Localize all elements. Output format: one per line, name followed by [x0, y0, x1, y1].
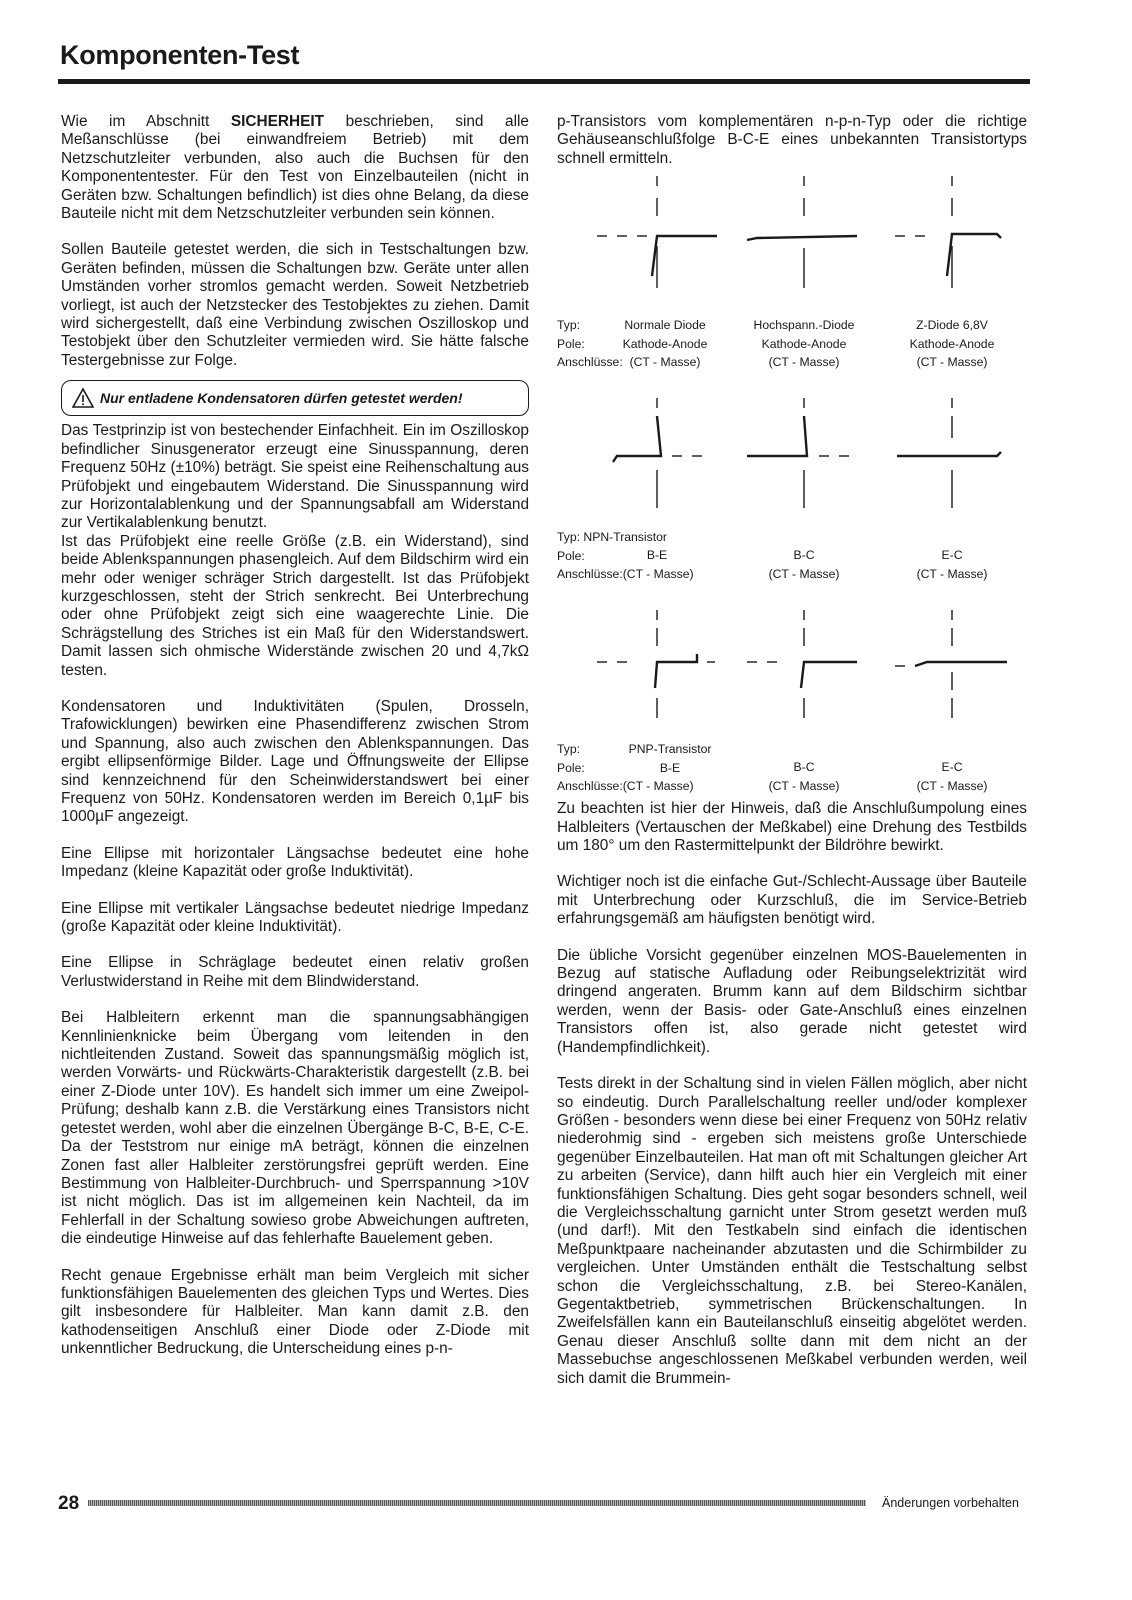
paragraph-semiconductors: Bei Halbleitern erkennt man die spannungsabhängigen Kennlinienknicke beim Übergang vom leitenden in den nichtleitenden Zustand. Soweit das spannungsmäßig möglich ist, werden Vorwärts- und Rückwärts-Charakteristik dargestellt (z.B. bei einer Z-Diode unter 10V). Es handelt sich immer um eine Zweipol-Prüfung; deshalb kann z.B. die Verstärkung eines Transistors nicht getestet werden, wohl aber die einzelnen Übergänge B-C, B-E, C-E. Da der Teststrom nur einige mA beträgt, können die einzelnen Zonen fast aller Halbleiter zerstörungsfrei geprüft werden. Eine Bestimmung von Halbleiter-Durchbruch- und Sperrspannung >10V ist nicht möglich. Das ist im allgemeinen kein Nachteil, da im Fehlerfall in der Schaltung sowieso grobe Abweichungen auftreten, die eindeutige Hinweise auf das fehlerhafte Bauelement geben. [61, 1009, 529, 1248]
paragraph-capacitors: Kondensatoren und Induktivitäten (Spulen, Drosseln, Trafowicklungen) bewirken eine Phasendifferenz zwischen Strom und Spannung, also auch zwischen den Ablenkspannungen. Das ergibt ellipsenförmige Bilder. Lage und Öffnungsweite der Ellipse sind kennzeichnend für den Scheinwiderstandswert bei einer Frequenz von 50Hz. Kondensatoren werden im Bereich 0,1µF bis 1000µF angezeigt. [61, 697, 529, 826]
npn-patterns-svg [557, 398, 1027, 528]
paragraph-safety-post: beschrieben, sind alle Meßanschlüsse (bei einwandfreiem Betrieb) mit dem Netzschutzleiter verbunden, also auch die Buchsen für den Komponententester. Für den Test von Einzelbauteilen (nicht in Geräten bzw. Schaltungen befindlich) ist dies ohne Belang, da diese Bauteile nicht mit dem Netzschutzleiter verbunden sein können. [61, 113, 529, 223]
diode-caption-z: Z-Diode 6,8V Kathode-Anode (CT - Masse) [909, 318, 995, 370]
paragraph-ellipse-vertical: Eine Ellipse mit vertikaler Längsachse bedeutet niedrige Impedanz (große Kapazität oder kleine Induktivität). [61, 899, 529, 936]
diode-caption-hv: Hochspann.-Diode Kathode-Anode (CT - Masse) [753, 318, 855, 370]
paragraph-safety-pre: Wie im Abschnitt [61, 113, 231, 130]
npn-caption-be: B-E [646, 548, 668, 563]
pnp-captions [557, 740, 1027, 798]
npn-captions [557, 528, 1027, 586]
diode-patterns-svg [557, 176, 1027, 316]
pattern-pnp-bc [747, 610, 857, 718]
paragraph-ellipse-horizontal: Eine Ellipse mit horizontaler Längsachse bedeutet eine hohe Impedanz (kleine Kapazität oder große Induktivität). [61, 844, 529, 881]
paragraph-mos: Die übliche Vorsicht gegenüber einzelnen MOS-Bauelementen in Bezug auf statische Aufladung oder Reibungselektrizität wird dringend angeraten. Brumm kann auf dem Bildschirm sichtbar werden, wenn der Basis- oder Gate-Anschluß eines einzelnen Transistors offen ist, also gerade nicht getestet wird (Handempfindlichkeit). [557, 946, 1027, 1056]
diode-captions [557, 316, 1027, 374]
footer-rule [88, 1500, 866, 1506]
warning-box [61, 380, 529, 416]
paragraph-principle: Das Testprinzip ist von bestechender Einfachheit. Ein im Oszilloskop befindlicher Sinusgenerator erzeugt eine Sinusspannung, deren Frequenz 50Hz (±10%) beträgt. Sie speist eine Reihenschaltung aus Prüfobjekt und eingebautem Widerstand. Die Sinusspannung wird zur Horizontalablenkung und der Spannungsabfall am Widerstand zur Vertikalablenkung benutzt. [61, 422, 529, 532]
pnp-patterns-svg [557, 610, 1027, 740]
pattern-npn-be [613, 398, 702, 508]
warning-text: Nur entladene Kondensatoren dürfen getestet werden! [100, 390, 463, 407]
npn-patterns [557, 398, 1027, 528]
left-column [61, 113, 529, 1359]
pnp-caption-be: PNP-Transistor B-E [628, 742, 712, 775]
paragraph-testcircuits: Sollen Bauteile getestet werden, die sich in Testschaltungen bzw. Geräten befinden, müssen die Schaltungen bzw. Geräte unter allen Umständen vorher stromlos gemacht werden. Soweit Netzbetrieb vorliegt, ist auch der Netzstecker des Testobjektes zu ziehen. Damit wird sichergestellt, daß eine Verbindung zwischen Oszilloskop und Testobjekt über den Schutzleiter vermieden wird. Sie hätte falsche Testergebnisse zur Folge. [61, 241, 529, 369]
paragraph-transistor-type: p-Transistors vom komplementären n-p-n-Typ oder die richtige Gehäuseanschlußfolge B-C-E eines unbekannten Transistortyps schnell ermitteln. [557, 113, 1027, 167]
paragraph-in-circuit: Tests direkt in der Schaltung sind in vielen Fällen möglich, aber nicht so eindeutig. Durch Parallelschaltung reeller und/oder komplexer Größen - besonders wenn diese bei einer Frequenz von 50Hz relativ niederohmig sind - ergeben sich meistens große Unterschiede gegenüber Einzelbauteilen. Hat man oft mit Schaltungen gleicher Art zu arbeiten (Service), dann hilft auch hier ein Vergleich mit einer funktionsfähigen Schaltung. Dies geht sogar besonders schnell, weil die Vergleichsschaltung garnicht unter Strom gesetzt werden muß (und darf!). Mit den Testkabeln sind einfach die identischen Meßpunktpaare nacheinander abzutasten und die Schirmbilder zu vergleichen. Unter Umständen enthält die Testschaltung selbst schon die Vergleichsschaltung, z.B. bei Stereo-Kanälen, Gegentaktbetrieb, symmetrischen Brückenschaltungen. In Zweifelsfällen kann ein Bauteilanschluß einseitig abgelötet werden. Genau dieser Anschluß sollte dann mit dem nicht an der Massebuchse angeschlossenen Meßkabel verbunden werden, weil sich damit die Brummein- [557, 1075, 1027, 1387]
paragraph-good-bad: Wichtiger noch ist die einfache Gut-/Schlecht-Aussage über Bauteile mit Unterbrechung oder Kurzschluß, die im Service-Betrieb erfahrungsgemäß am häufigsten benötigt wird. [557, 873, 1027, 928]
diode-caption-labels: Typ: Pole: Anschlüsse: [557, 318, 623, 370]
footer-note: Änderungen vorbehalten [882, 1496, 1019, 1510]
pnp-caption-bc: B-C (CT - Masse) [768, 760, 840, 793]
page-number: 28 [58, 1493, 80, 1514]
pnp-patterns [557, 610, 1027, 740]
title-rule [58, 79, 1030, 84]
safety-keyword: SICHERHEIT [230, 113, 325, 130]
paragraph-ellipse-oblique: Eine Ellipse in Schräglage bedeutet einen relativ großen Verlustwiderstand in Reihe mit dem Blindwiderstand. [61, 954, 529, 990]
pattern-hv-diode [747, 176, 857, 288]
pattern-z-diode [895, 176, 1001, 288]
npn-caption-bc: B-C (CT - Masse) [768, 548, 840, 581]
pattern-pnp-ec [895, 610, 1007, 718]
pnp-caption-ec: E-C (CT - Masse) [916, 760, 988, 793]
pattern-npn-ec [897, 398, 1001, 508]
diode-patterns [557, 176, 1027, 316]
diode-caption-normal: Normale Diode Kathode-Anode (CT - Masse) [622, 318, 708, 370]
pnp-caption-labels: Typ: Pole: Anschlüsse:(CT - Masse) [557, 742, 694, 794]
page-title: Komponenten-Test [60, 40, 300, 70]
paragraph-safety [61, 113, 529, 223]
npn-caption-ec: E-C (CT - Masse) [916, 548, 988, 581]
npn-caption-labels: Typ: NPN-Transistor Pole: Anschlüsse:(CT - Masse) [557, 530, 694, 582]
paragraph-resistor: Ist das Prüfobjekt eine reelle Größe (z.B. ein Widerstand), sind beide Ablenkspannungen phasengleich. Auf dem Bildschirm wird ein mehr oder weniger schräger Strich dargestellt. Ist das Prüfobjekt kurzgeschlossen, steht der Strich senkrecht. Bei Unterbrechung oder ohne Prüfobjekt zeigt sich eine waagerechte Linie. Die Schrägstellung des Striches ist ein Maß für den Widerstandswert. Damit lassen sich ohmische Widerstände zwischen 20 und 4,7kΩ testen. [61, 532, 529, 679]
pattern-npn-bc [747, 398, 849, 508]
warning-triangle-icon [72, 388, 94, 408]
test-pattern-figures [557, 176, 1027, 798]
paragraph-comparison: Recht genaue Ergebnisse erhält man beim Vergleich mit sicher funktionsfähigen Bauelementen des gleichen Typs und Wertes. Dies gilt insbesondere für Halbleiter. Man kann damit z.B. den kathodenseitigen Anschluß einer Diode oder Z-Diode mit unkenntlicher Bedruckung, die Unterscheidung eines p-n- [61, 1266, 529, 1358]
pattern-pnp-be [597, 610, 715, 718]
paragraph-polarity: Zu beachten ist hier der Hinweis, daß die Anschlußumpolung eines Halbleiters (Vertauschen der Meßkabel) eine Drehung des Testbilds um 180° um den Rastermittelpunkt der Bildröhre bewirkt. [557, 800, 1027, 855]
right-column [557, 113, 1027, 1388]
pattern-normal-diode [597, 176, 717, 288]
